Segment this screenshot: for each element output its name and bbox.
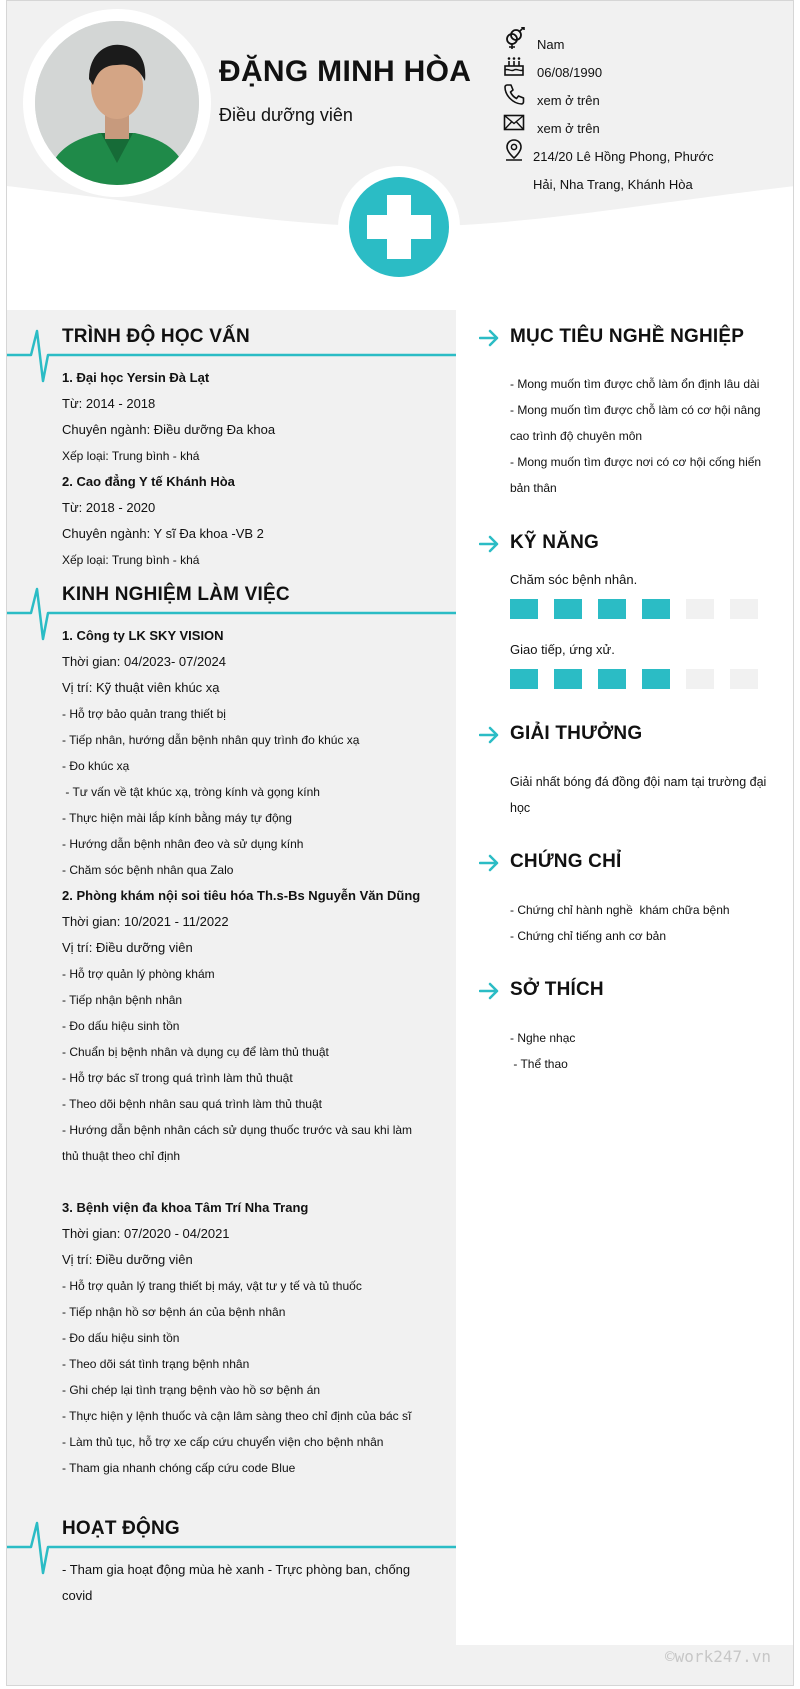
education-school: 1. Đại học Yersin Đà Lạt bbox=[62, 370, 210, 385]
job-duty: - Đo dấu hiệu sinh tồn bbox=[62, 1019, 180, 1033]
arrow-right-icon bbox=[479, 982, 499, 1000]
education-grade: Xếp loại: Trung bình - khá bbox=[62, 449, 200, 463]
education-major: Chuyên ngành: Y sĩ Đa khoa -VB 2 bbox=[62, 526, 264, 541]
email-icon bbox=[503, 111, 525, 133]
job-duty: - Tiếp nhận hồ sơ bệnh án của bệnh nhân bbox=[62, 1305, 286, 1319]
birthday-cake-icon bbox=[503, 55, 525, 77]
certificates-title: CHỨNG CHỈ bbox=[510, 851, 622, 872]
job-company: 3. Bệnh viện đa khoa Tâm Trí Nha Trang bbox=[62, 1200, 309, 1215]
job-duty: - Hỗ trợ quản lý trang thiết bị máy, vật tư y tế và tủ thuốc bbox=[62, 1279, 362, 1293]
objective-item: - Mong muốn tìm được nơi có cơ hội cống hiến bản thân bbox=[510, 455, 762, 495]
job-duty: - Theo dõi bệnh nhân sau quá trình làm thủ thuật bbox=[62, 1097, 322, 1111]
skill-bar-filled bbox=[598, 599, 626, 619]
objective-item: - Mong muốn tìm được chỗ làm có cơ hội nâng cao trình độ chuyên môn bbox=[510, 403, 761, 443]
resume-page bbox=[6, 0, 794, 1686]
certificate-item: - Chứng chỉ tiếng anh cơ bản bbox=[510, 929, 666, 943]
arrow-right-icon bbox=[479, 329, 499, 347]
job-company: 2. Phòng khám nội soi tiêu hóa Th.s-Bs Nguyễn Văn Dũng bbox=[62, 888, 421, 903]
skill-bar-filled bbox=[642, 599, 670, 619]
arrow-right-icon bbox=[479, 854, 499, 872]
arrow-right-icon bbox=[479, 726, 499, 744]
job-duty: - Làm thủ tục, hỗ trợ xe cấp cứu chuyển viện cho bệnh nhân bbox=[62, 1435, 384, 1449]
contact-email: xem ở trên bbox=[537, 115, 600, 143]
job-duty: - Thực hiện mài lắp kính bằng máy tự động bbox=[62, 811, 292, 825]
job-duty: - Đo khúc xạ bbox=[62, 759, 130, 773]
job-duty: - Hỗ trợ quản lý phòng khám bbox=[62, 967, 215, 981]
hobby-item: - Nghe nhạc bbox=[510, 1031, 576, 1045]
education-title: TRÌNH ĐỘ HỌC VẤN bbox=[62, 326, 250, 347]
phone-icon bbox=[503, 83, 525, 105]
job-duty: - Hỗ trợ bác sĩ trong quá trình làm thủ thuật bbox=[62, 1071, 293, 1085]
job-duty: - Đo dấu hiệu sinh tồn bbox=[62, 1331, 180, 1345]
skill-bar-filled bbox=[510, 599, 538, 619]
contact-birthdate: 06/08/1990 bbox=[537, 59, 602, 87]
avatar bbox=[35, 21, 199, 185]
job-duty: - Chuẩn bị bệnh nhân và dụng cụ để làm thủ thuật bbox=[62, 1045, 329, 1059]
job-position: Vị trí: Điều dưỡng viên bbox=[62, 1252, 193, 1267]
activities-title: HOẠT ĐỘNG bbox=[62, 1518, 180, 1539]
skill-rating bbox=[510, 599, 758, 619]
job-duty: - Theo dõi sát tình trạng bệnh nhân bbox=[62, 1357, 250, 1371]
medical-cross-icon bbox=[349, 177, 449, 277]
education-period: Từ: 2018 - 2020 bbox=[62, 500, 156, 515]
skill-rating bbox=[510, 669, 758, 689]
address-line-1: 214/20 Lê Hồng Phong, Phước bbox=[533, 149, 714, 164]
skills-title: KỸ NĂNG bbox=[510, 532, 600, 553]
education-school: 2. Cao đẳng Y tế Khánh Hòa bbox=[62, 474, 235, 489]
candidate-job-title: Điều dưỡng viên bbox=[219, 105, 353, 125]
activities-text: - Tham gia hoạt động mùa hè xanh - Trực phòng ban, chống covid bbox=[62, 1562, 411, 1603]
contact-gender: Nam bbox=[537, 31, 564, 59]
watermark: ©work247.vn bbox=[665, 1647, 771, 1666]
job-position: Vị trí: Điều dưỡng viên bbox=[62, 940, 193, 955]
hobbies-title: SỞ THÍCH bbox=[510, 979, 604, 1000]
job-duty: - Ghi chép lại tình trạng bệnh vào hồ sơ bệnh án bbox=[62, 1383, 321, 1397]
skill-bar-filled bbox=[598, 669, 626, 689]
job-duty: - Tiếp nhân, hướng dẫn bệnh nhân quy trình đo khúc xạ bbox=[62, 733, 360, 747]
skill-bar-filled bbox=[554, 599, 582, 619]
job-duty: - Hướng dẫn bệnh nhân cách sử dụng thuốc trước và sau khi làm thủ thuật theo chỉ định bbox=[62, 1123, 413, 1163]
job-duty: - Thực hiện y lệnh thuốc và cận lâm sàng theo chỉ định của bác sĩ bbox=[62, 1409, 412, 1423]
job-duty: - Tham gia nhanh chóng cấp cứu code Blue bbox=[62, 1461, 296, 1475]
skill-bar-filled bbox=[642, 669, 670, 689]
job-duty: - Tư vấn về tật khúc xạ, tròng kính và gọng kính bbox=[62, 785, 320, 799]
education-period: Từ: 2014 - 2018 bbox=[62, 396, 156, 411]
address-line-2: Hải, Nha Trang, Khánh Hòa bbox=[533, 177, 693, 192]
skill-name: Giao tiếp, ứng xử. bbox=[510, 642, 615, 657]
arrow-right-icon bbox=[479, 535, 499, 553]
job-time: Thời gian: 07/2020 - 04/2021 bbox=[62, 1226, 230, 1241]
skill-bar-empty bbox=[730, 669, 758, 689]
skill-bar-empty bbox=[686, 599, 714, 619]
location-pin-icon bbox=[503, 139, 525, 161]
candidate-name: ĐẶNG MINH HÒA bbox=[219, 55, 472, 88]
job-duty: - Chăm sóc bệnh nhân qua Zalo bbox=[62, 863, 234, 877]
skill-bar-filled bbox=[510, 669, 538, 689]
skill-bar-empty bbox=[730, 599, 758, 619]
job-position: Vị trí: Kỹ thuật viên khúc xạ bbox=[62, 680, 220, 695]
awards-text: Giải nhất bóng đá đồng đội nam tại trường đại học bbox=[510, 775, 767, 815]
job-duty: - Tiếp nhận bệnh nhân bbox=[62, 993, 183, 1007]
awards-title: GIẢI THƯỞNG bbox=[510, 723, 643, 744]
skill-bar-empty bbox=[686, 669, 714, 689]
education-major: Chuyên ngành: Điều dưỡng Đa khoa bbox=[62, 422, 276, 437]
objective-title: MỤC TIÊU NGHỀ NGHIỆP bbox=[510, 326, 745, 347]
job-time: Thời gian: 04/2023- 07/2024 bbox=[62, 654, 226, 669]
contact-phone: xem ở trên bbox=[537, 87, 600, 115]
contact-address bbox=[533, 143, 743, 199]
gender-icon bbox=[503, 27, 525, 49]
job-duty: - Hướng dẫn bệnh nhân đeo và sử dụng kính bbox=[62, 837, 304, 851]
skill-name: Chăm sóc bệnh nhân. bbox=[510, 572, 638, 587]
job-duty: - Hỗ trợ bảo quản trang thiết bị bbox=[62, 707, 226, 721]
skill-bar-filled bbox=[554, 669, 582, 689]
objective-item: - Mong muốn tìm được chỗ làm ổn định lâu dài bbox=[510, 377, 760, 391]
job-time: Thời gian: 10/2021 - 11/2022 bbox=[62, 914, 229, 929]
certificate-item: - Chứng chỉ hành nghề khám chữa bệnh bbox=[510, 903, 730, 917]
education-grade: Xếp loại: Trung bình - khá bbox=[62, 553, 200, 567]
experience-title: KINH NGHIỆM LÀM VIỆC bbox=[62, 584, 290, 605]
job-company: 1. Công ty LK SKY VISION bbox=[62, 628, 224, 643]
hobby-item: - Thể thao bbox=[510, 1057, 568, 1071]
